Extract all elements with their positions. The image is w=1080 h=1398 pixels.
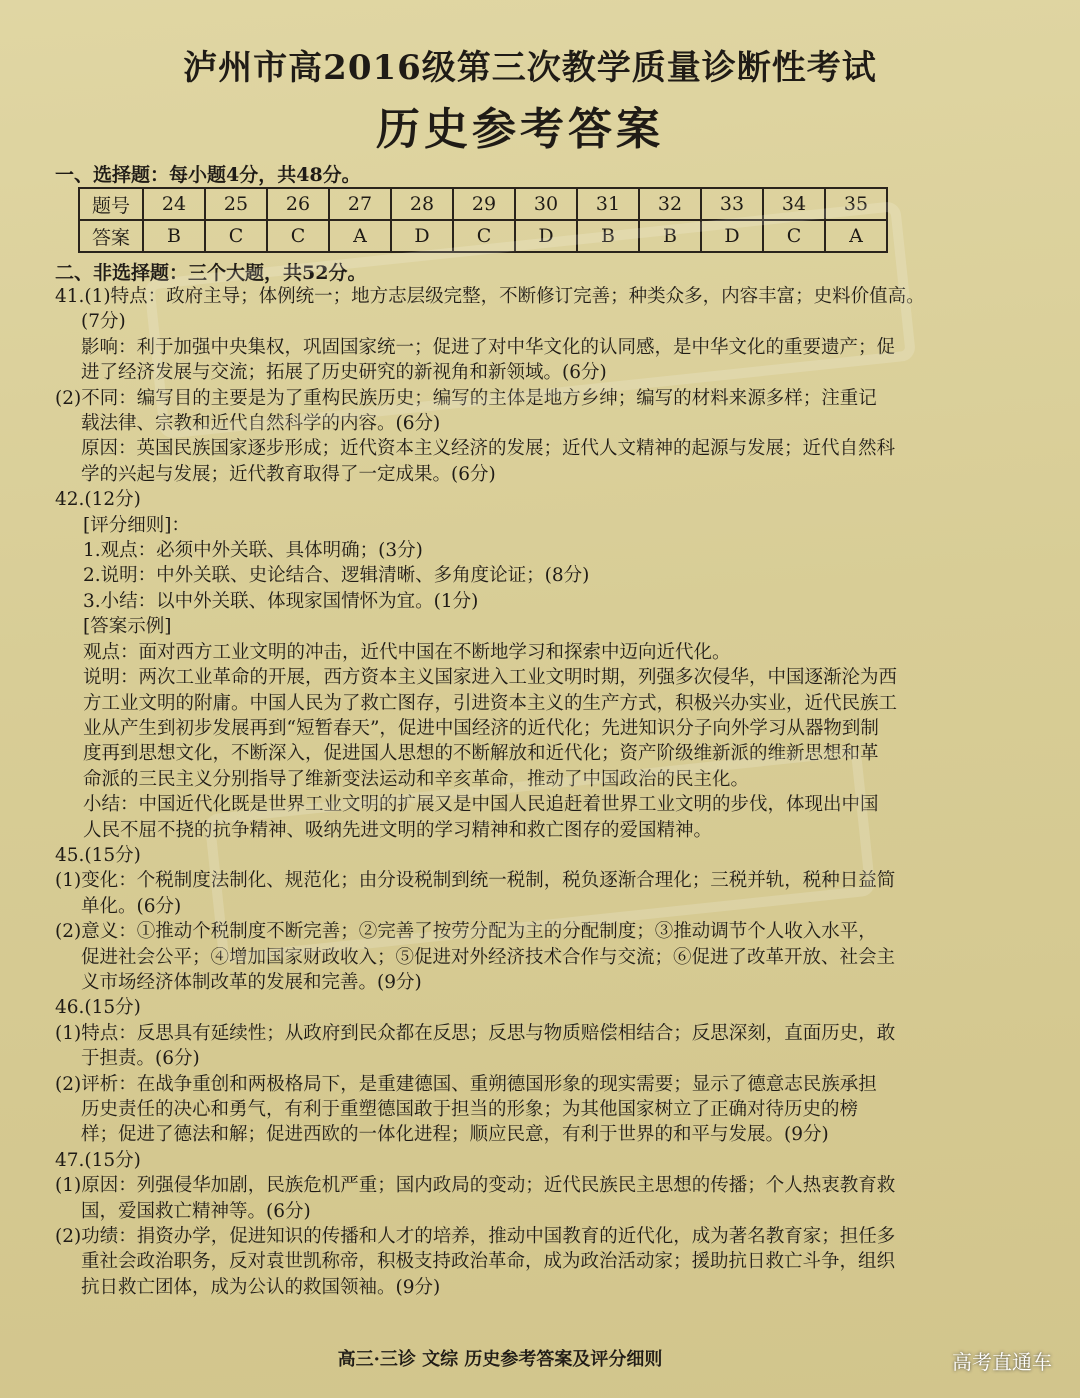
question-number: 31: [577, 188, 639, 220]
text-line: 2.说明：中外关联、史论结合、逻辑清晰、多角度论证；(8分): [83, 565, 590, 587]
question-number: 32: [639, 188, 701, 220]
row-label-answer: 答案: [79, 220, 143, 252]
text-line: 小结：中国近代化既是世界工业文明的扩展又是中国人民追赶着世界工业文明的步伐，体现出中国: [83, 794, 879, 816]
text-line: 说明：两次工业革命的开展，西方资本主义国家进入工业文明时期，列强多次侵华，中国逐渐沦为西: [83, 667, 898, 689]
answer-cell: B: [639, 220, 701, 252]
text-line: 1.观点：必须中外关联、具体明确；(3分): [83, 540, 423, 562]
question-number: 27: [329, 188, 391, 220]
text-line: 方工业文明的附庸。中国人民为了救亡图存，引进资本主义的生产方式，积极兴办实业，近代民族工: [83, 692, 898, 714]
text-line: 观点：面对西方工业文明的冲击，近代中国在不断地学习和探索中迈向近代化。: [83, 641, 731, 663]
text-line: 于担责。(6分): [81, 1048, 200, 1070]
text-line: 度再到思想文化，不断深入，促进国人思想的不断解放和近代化；资产阶级维新派的维新思想和革: [83, 743, 879, 765]
text-line: [评分细则]：: [83, 514, 190, 536]
table-row-answers: [79, 220, 887, 252]
question-number: 26: [267, 188, 329, 220]
section2-heading: 二、非选择题：三个大题，共52分。: [55, 262, 367, 284]
text-line: (7分): [81, 311, 126, 333]
answer-cell: D: [515, 220, 577, 252]
answer-cell: D: [391, 220, 453, 252]
question-number: 25: [205, 188, 267, 220]
text-line: 41.(1)特点：政府主导；体例统一；地方志层级完整，不断修订完善；种类众多，内容丰富；史料价值高。: [55, 286, 925, 307]
text-line: (1)变化：个税制度法制化、规范化；由分设税制到统一税制，税负逐渐合理化；三税并轨，税种日益简: [55, 870, 896, 892]
text-line: 重社会政治职务，反对袁世凯称帝，积极支持政治革命，成为政治活动家；援助抗日救亡斗争，组织: [81, 1251, 896, 1273]
text-line: 义市场经济体制改革的发展和完善。(9分): [81, 971, 422, 993]
text-line: 样；促进了德法和解；促进西欧的一体化进程；顺应民意，有利于世界的和平与发展。(9分): [81, 1124, 829, 1146]
question-number: 35: [825, 188, 887, 220]
text-line: 单化。(6分): [81, 895, 182, 917]
text-line: 47.(15分): [55, 1149, 141, 1171]
table-row-numbers: [79, 188, 887, 220]
text-line: 业从产生到初步发展再到“短暂春天”，促进中国经济的近代化；先进知识分子向外学习从器物到制: [83, 717, 879, 739]
text-line: 历史责任的决心和勇气，有利于重塑德国敢于担当的形象；为其他国家树立了正确对待历史的榜: [81, 1099, 859, 1120]
text-line: (1)原因：列强侵华加剧，民族危机严重；国内政局的变动；近代民族民主思想的传播；个人热衷教育救: [55, 1175, 896, 1197]
question-number: 30: [515, 188, 577, 220]
answer-cell: B: [143, 220, 205, 252]
answer-cell: C: [763, 220, 825, 252]
answer-cell: C: [205, 220, 267, 252]
text-line: [答案示例]: [83, 616, 172, 638]
text-line: (2)评析：在战争重创和两极格局下，是重建德国、重朔德国形象的现实需要；显示了德意志民族承担: [55, 1073, 877, 1095]
text-line: 原因：英国民族国家逐步形成；近代资本主义经济的发展；近代人文精神的起源与发展；近代自然科: [81, 438, 896, 460]
text-line: 45.(15分): [55, 844, 141, 866]
row-label-number: 题号: [79, 188, 143, 220]
document-subtitle: 历史参考答案: [376, 104, 664, 155]
exam-title: 泸州市高2016级第三次教学质量诊断性考试: [183, 48, 877, 88]
answer-cell: A: [329, 220, 391, 252]
text-line: 影响：利于加强中央集权，巩固国家统一；促进了对中华文化的认同感，是中华文化的重要遗产；促: [81, 336, 896, 358]
page-footer: 高三·三诊 文综 历史参考答案及评分细则: [337, 1349, 663, 1370]
answer-cell: D: [701, 220, 763, 252]
answer-body: [55, 284, 967, 1300]
text-line: 抗日救亡团体，成为公认的救国领袖。(9分): [81, 1276, 441, 1298]
answer-table: [78, 187, 888, 253]
question-number: 33: [701, 188, 763, 220]
answer-cell: B: [577, 220, 639, 252]
text-line: 国，爱国救亡精神等。(6分): [81, 1200, 311, 1222]
text-line: (2)功绩：捐资办学，促进知识的传播和人才的培养，推动中国教育的近代化，成为著名教育家；担任多: [55, 1226, 896, 1248]
text-line: (1)特点：反思具有延续性；从政府到民众都在反思；反思与物质赔偿相结合；反思深刻，直面历史，敢: [55, 1022, 896, 1044]
text-line: (2)意义：①推动个税制度不断完善；②完善了按劳分配为主的分配制度；③推动调节个人收入水平，: [55, 921, 877, 943]
answer-cell: C: [453, 220, 515, 252]
text-line: 46.(15分): [55, 997, 141, 1019]
text-line: 促进社会公平；④增加国家财政收入；⑤促进对外经济技术合作与交流；⑥促进了改革开放、社会主: [81, 946, 896, 968]
text-line: 3.小结：以中外关联、体现家国情怀为宜。(1分): [83, 590, 479, 612]
text-line: 命派的三民主义分别指导了维新变法运动和辛亥革命，推动了中国政治的民主化。: [83, 768, 750, 790]
text-line: 42.(12分): [55, 489, 141, 511]
text-line: 载法律、宗教和近代自然科学的内容。(6分): [81, 413, 441, 435]
question-number: 24: [143, 188, 205, 220]
text-line: (2)不同：编写目的主要是为了重构民族历史；编写的主体是地方乡绅；编写的材料来源多样；注重记: [55, 387, 877, 409]
text-line: 进了经济发展与交流；拓展了历史研究的新视角和新领域。(6分): [81, 362, 607, 384]
text-line: 人民不屈不挠的抗争精神、吸纳先进文明的学习精神和救亡图存的爱国精神。: [83, 819, 713, 841]
answer-cell: C: [267, 220, 329, 252]
question-number: 29: [453, 188, 515, 220]
question-number: 34: [763, 188, 825, 220]
question-number: 28: [391, 188, 453, 220]
section1-heading: 一、选择题：每小题4分，共48分。: [55, 164, 361, 186]
answer-cell: A: [825, 220, 887, 252]
watermark-logo: 高考直通车: [952, 1350, 1052, 1374]
text-line: 学的兴起与发展；近代教育取得了一定成果。(6分): [81, 463, 496, 485]
